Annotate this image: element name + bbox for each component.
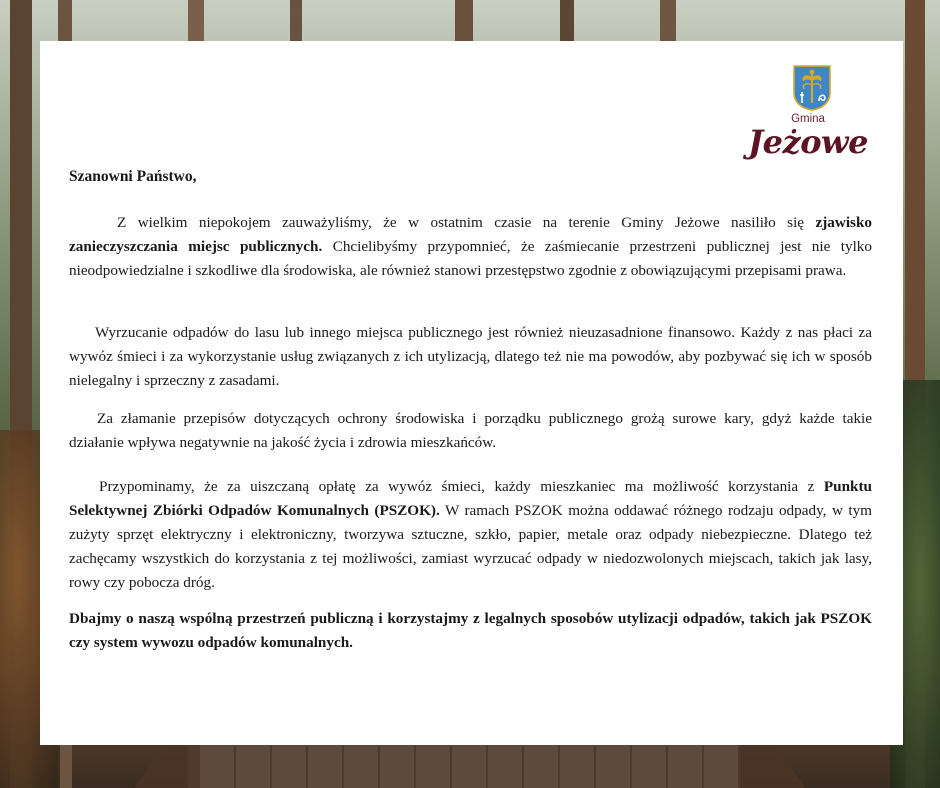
wooden-bridge [200, 744, 740, 788]
paragraph-2: Wyrzucanie odpadów do lasu lub innego miejsca publicznego jest również nieuzasadnione finansowo. Każdy z nas płaci za wywóz śmieci i za wykorzystanie usług związanych z ich utylizacją, dlatego też nie ma powodów, aby pozbywać się ich w sposób nielegalny i sprzeczny z zasadami. [69, 324, 872, 389]
logo-gmina-label: Gmina [791, 113, 825, 125]
logo-jezowe-wordmark: Jeżowe [748, 123, 868, 161]
letter-card [40, 41, 903, 745]
paragraph-3: Za złamanie przepisów dotyczących ochrony środowiska i porządku publicznego grożą surowe kary, gdyż każde takie działanie wpływa negatywnie na jakość życia i zdrowia mieszkańców. [69, 410, 872, 451]
paragraph-1 [69, 211, 872, 283]
paragraph-1-text: Z wielkim niepokojem zauważyliśmy, że w ostatnim czasie na terenie Gminy Jeżowe nasiliło się [117, 214, 816, 231]
paragraph-4 [69, 475, 872, 595]
paragraph-4-text-cont: W ramach PSZOK można oddawać różnego rodzaju odpady, w tym zużyty sprzęt elektryczny i elektroniczny, tworzywa sztuczne, szkło, papier, metale oraz odpady niebezpieczne. Dlatego też zachęcamy wszystkich do korzystania z tej możliwości, zamiast wyrzucać odpady w niedozwolonych miejscach, takich jak lasy, rowy czy pobocza dróg. [69, 502, 872, 591]
coat-of-arms-icon [793, 65, 831, 111]
paragraph-4-text: Przypominamy, że za uiszczaną opłatę za wywóz śmieci, każdy mieszkaniec ma możliwość korzystania z [99, 478, 824, 495]
greeting: Szanowni Państwo, [69, 168, 197, 185]
paragraph-4-emphasis: Punktu Selektywnej Zbiórki Odpadów Komunalnych (PSZOK). [69, 478, 872, 519]
paragraph-1-text-cont: Chcielibyśmy przypomnieć, że zaśmiecanie przestrzeni publicznej jest nie tylko nieodpowiedzialne i szkodliwe dla środowiska, ale również stanowi przestępstwo zgodnie z obowiązującymi przepisami prawa. [69, 238, 872, 279]
closing-appeal: Dbajmy o naszą wspólną przestrzeń publiczną i korzystajmy z legalnych sposobów utylizacji odpadów, takich jak PSZOK czy system wywozu odpadów komunalnych. [69, 610, 872, 651]
paragraph-1-emphasis: zjawisko zanieczyszczania miejsc publicznych. [69, 214, 872, 255]
gmina-logo [748, 63, 868, 171]
